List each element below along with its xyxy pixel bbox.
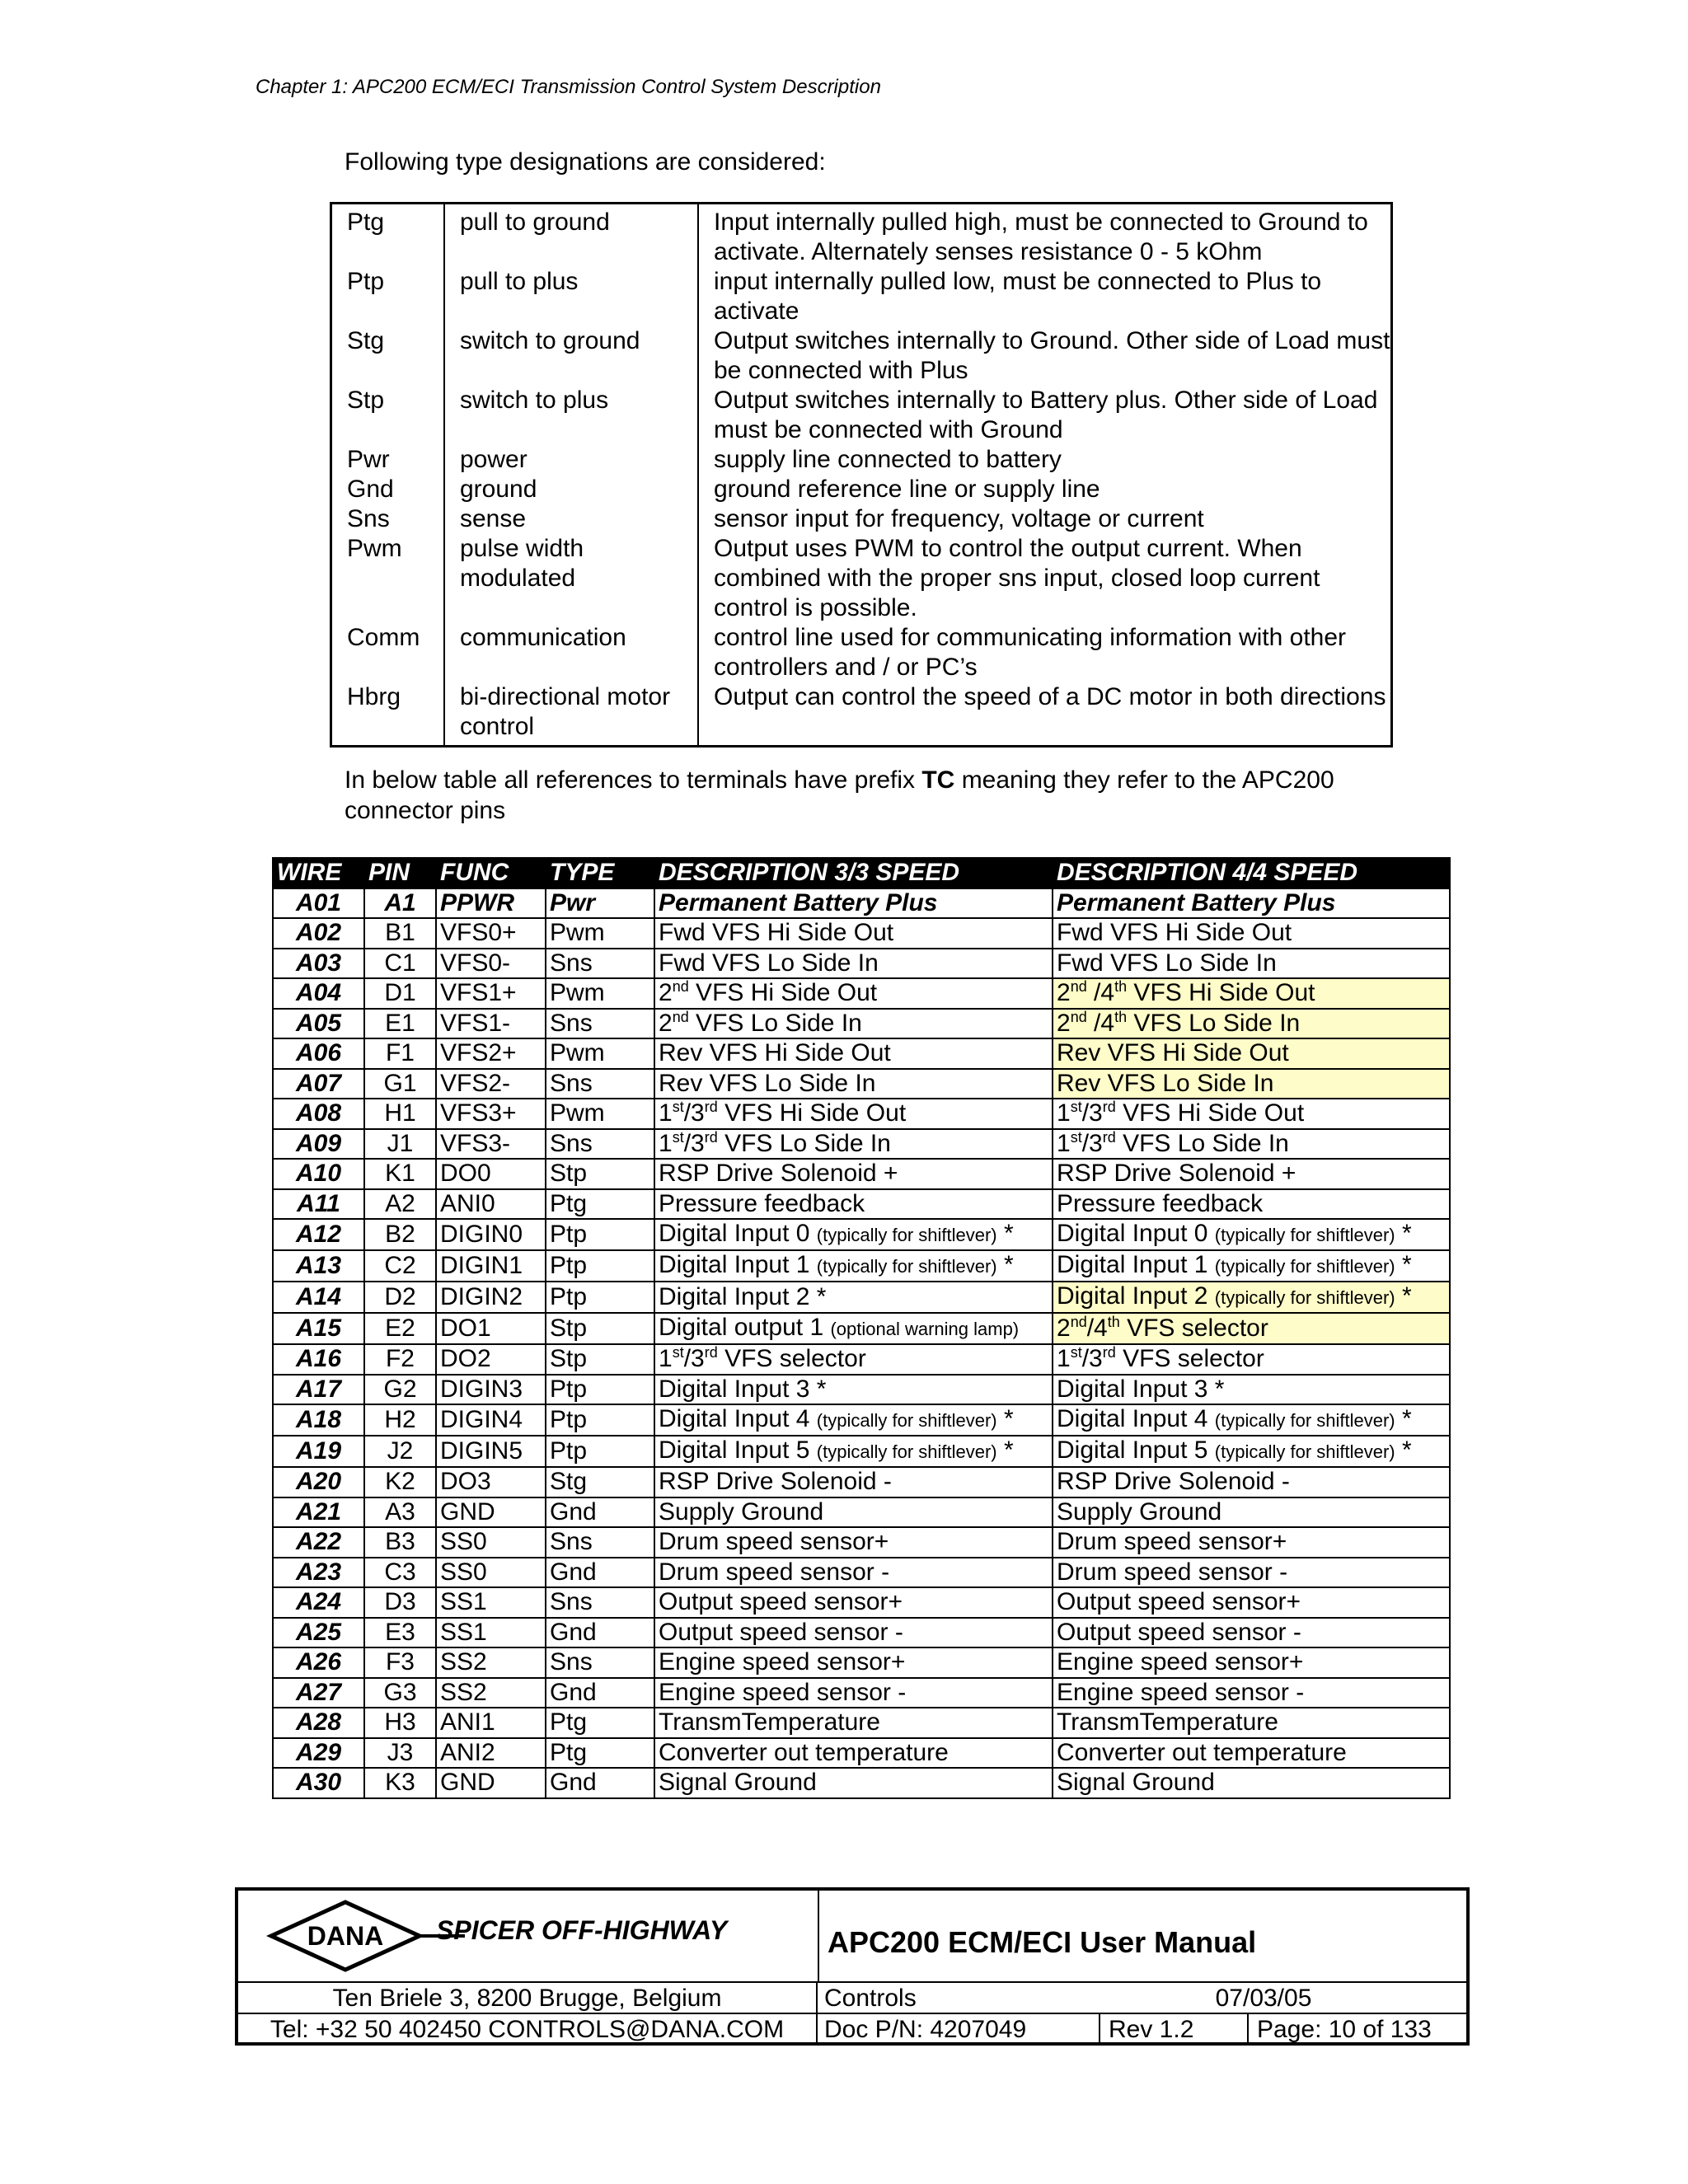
desc-4-speed-cell: Fwd VFS Lo Side In: [1053, 949, 1450, 979]
pin-cell: D3: [364, 1587, 436, 1618]
type-cell: Pwr: [546, 888, 654, 919]
wire-cell: A06: [273, 1038, 364, 1069]
func-cell: DO3: [436, 1467, 546, 1497]
desc-4-speed-cell: Digital Input 0 (typically for shiftlever) *: [1053, 1219, 1450, 1250]
type-name: switch to plus: [444, 386, 698, 445]
wire-cell: A12: [273, 1219, 364, 1250]
wire-cell: A07: [273, 1069, 364, 1099]
pin-row: [273, 888, 1450, 919]
func-cell: ANI0: [436, 1189, 546, 1220]
type-code: Stp: [331, 386, 445, 445]
pin-table-header: [273, 858, 1450, 888]
func-cell: DIGIN1: [436, 1250, 546, 1282]
func-cell: DIGIN2: [436, 1282, 546, 1313]
pin-row: [273, 978, 1450, 1009]
pin-cell: K1: [364, 1159, 436, 1189]
desc-4-speed-cell: Rev VFS Hi Side Out: [1053, 1038, 1450, 1069]
desc-4-speed-cell: 2nd/4th VFS selector: [1053, 1313, 1450, 1344]
func-cell: DIGIN5: [436, 1436, 546, 1467]
func-cell: ANI1: [436, 1708, 546, 1738]
type-cell: Ptp: [546, 1436, 654, 1467]
address: Ten Briele 3, 8200 Brugge, Belgium: [238, 1983, 818, 2014]
pin-row: [273, 1159, 1450, 1189]
type-cell: Pwm: [546, 1099, 654, 1129]
func-cell: SS0: [436, 1527, 546, 1558]
desc-4-speed-cell: Signal Ground: [1053, 1768, 1450, 1798]
desc-4-speed-cell: Supply Ground: [1053, 1497, 1450, 1528]
type-desc: control line used for communicating information with other controllers and / or PC’s: [714, 624, 1347, 681]
desc-3-speed-cell: Output speed sensor -: [654, 1618, 1053, 1648]
func-cell: SS2: [436, 1647, 546, 1678]
type-row: [331, 326, 1392, 386]
wire-cell: A24: [273, 1587, 364, 1618]
desc-4-speed-cell: Digital Input 3 *: [1053, 1375, 1450, 1405]
pin-row: [273, 1768, 1450, 1798]
func-cell: DO2: [436, 1344, 546, 1375]
type-cell: Ptg: [546, 1738, 654, 1769]
wire-cell: A13: [273, 1250, 364, 1282]
type-name: pull to ground: [444, 204, 698, 268]
func-cell: DIGIN0: [436, 1219, 546, 1250]
desc-4-speed-cell: Pressure feedback: [1053, 1189, 1450, 1220]
type-desc: Output can control the speed of a DC motor in both directions: [714, 683, 1386, 710]
type-name: power: [444, 445, 698, 475]
desc-3-speed-cell: 1st/3rd VFS Lo Side In: [654, 1129, 1053, 1160]
type-name: communication: [444, 623, 698, 682]
func-cell: DO1: [436, 1313, 546, 1344]
pin-cell: G2: [364, 1375, 436, 1405]
type-cell: Ptp: [546, 1404, 654, 1436]
type-code: Pwr: [331, 445, 445, 475]
pin-row: [273, 1038, 1450, 1069]
wire-cell: A08: [273, 1099, 364, 1129]
func-cell: ANI2: [436, 1738, 546, 1769]
wire-cell: A11: [273, 1189, 364, 1220]
footer-row-2: [238, 2013, 1466, 2046]
pin-table-header-cell: DESCRIPTION 4/4 SPEED: [1053, 858, 1450, 888]
type-cell: Ptg: [546, 1189, 654, 1220]
wire-cell: A18: [273, 1404, 364, 1436]
type-cell: Stp: [546, 1159, 654, 1189]
pin-row: [273, 918, 1450, 949]
desc-3-speed-cell: 1st/3rd VFS Hi Side Out: [654, 1099, 1053, 1129]
pin-cell: K3: [364, 1768, 436, 1798]
type-code: Gnd: [331, 475, 445, 504]
desc-3-speed-cell: Supply Ground: [654, 1497, 1053, 1528]
wire-cell: A27: [273, 1678, 364, 1708]
type-code: Stg: [331, 326, 445, 386]
pin-cell: G3: [364, 1678, 436, 1708]
desc-3-speed-cell: 2nd VFS Lo Side In: [654, 1009, 1053, 1039]
desc-4-speed-cell: TransmTemperature: [1053, 1708, 1450, 1738]
pin-table-header-cell: PIN: [364, 858, 436, 888]
func-cell: DIGIN3: [436, 1375, 546, 1405]
pin-row: [273, 1344, 1450, 1375]
wire-cell: A16: [273, 1344, 364, 1375]
note-bold: TC: [921, 766, 955, 794]
chapter-header: Chapter 1: APC200 ECM/ECI Transmission Control System Description: [256, 76, 881, 98]
wire-cell: A20: [273, 1467, 364, 1497]
desc-3-speed-cell: Digital Input 3 *: [654, 1375, 1053, 1405]
desc-3-speed-cell: Permanent Battery Plus: [654, 888, 1053, 919]
type-name: pulse width modulated: [444, 534, 698, 623]
type-desc: Output switches internally to Battery plus. Other side of Load must be connected with Ground: [714, 387, 1378, 443]
type-cell: Stp: [546, 1344, 654, 1375]
pin-cell: G1: [364, 1069, 436, 1099]
type-cell: Pwm: [546, 1038, 654, 1069]
pin-cell: J3: [364, 1738, 436, 1769]
pin-cell: A1: [364, 888, 436, 919]
pin-cell: E2: [364, 1313, 436, 1344]
desc-3-speed-cell: TransmTemperature: [654, 1708, 1053, 1738]
desc-4-speed-cell: Digital Input 1 (typically for shiftlever) *: [1053, 1250, 1450, 1282]
desc-3-speed-cell: RSP Drive Solenoid +: [654, 1159, 1053, 1189]
type-cell: Stp: [546, 1313, 654, 1344]
pin-row: [273, 1219, 1450, 1250]
desc-3-speed-cell: RSP Drive Solenoid -: [654, 1467, 1053, 1497]
type-cell: Sns: [546, 1009, 654, 1039]
desc-4-speed-cell: 2nd /4th VFS Hi Side Out: [1053, 978, 1450, 1009]
func-cell: GND: [436, 1768, 546, 1798]
type-row: [331, 267, 1392, 326]
desc-4-speed-cell: 1st/3rd VFS Hi Side Out: [1053, 1099, 1450, 1129]
desc-4-speed-cell: Digital Input 5 (typically for shiftlever) *: [1053, 1436, 1450, 1467]
pin-row: [273, 1647, 1450, 1678]
pin-row: [273, 1467, 1450, 1497]
pin-row: [273, 1708, 1450, 1738]
func-cell: VFS1-: [436, 1009, 546, 1039]
type-code: Hbrg: [331, 682, 445, 747]
desc-4-speed-cell: 1st/3rd VFS Lo Side In: [1053, 1129, 1450, 1160]
func-cell: SS2: [436, 1678, 546, 1708]
type-desc: Output switches internally to Ground. Other side of Load must be connected with Plus: [714, 327, 1390, 384]
func-cell: VFS1+: [436, 978, 546, 1009]
wire-cell: A10: [273, 1159, 364, 1189]
section: Controls: [824, 1985, 917, 2012]
type-designation-table: [330, 202, 1393, 748]
logo-word: DANA: [307, 1921, 384, 1951]
contact: Tel: +32 50 402450 CONTROLS@DANA.COM: [238, 2014, 818, 2046]
desc-3-speed-cell: Signal Ground: [654, 1768, 1053, 1798]
desc-4-speed-cell: Drum speed sensor+: [1053, 1527, 1450, 1558]
pin-cell: A2: [364, 1189, 436, 1220]
desc-4-speed-cell: Digital Input 2 (typically for shiftlever) *: [1053, 1282, 1450, 1313]
pin-row: [273, 1009, 1450, 1039]
pin-row: [273, 1099, 1450, 1129]
func-cell: PPWR: [436, 888, 546, 919]
pin-row: [273, 1558, 1450, 1588]
desc-4-speed-cell: 1st/3rd VFS selector: [1053, 1344, 1450, 1375]
type-cell: Sns: [546, 1129, 654, 1160]
type-row: [331, 623, 1392, 682]
wire-cell: A14: [273, 1282, 364, 1313]
type-cell: Sns: [546, 949, 654, 979]
company-logo: [238, 1891, 819, 1981]
logo-text: SPICER OFF-HIGHWAY: [436, 1915, 728, 1945]
desc-3-speed-cell: Digital Input 0 (typically for shiftlever) *: [654, 1219, 1053, 1250]
func-cell: DIGIN4: [436, 1404, 546, 1436]
type-desc: sensor input for frequency, voltage or current: [714, 505, 1204, 532]
pin-row: [273, 1587, 1450, 1618]
type-cell: Gnd: [546, 1768, 654, 1798]
pin-cell: B2: [364, 1219, 436, 1250]
desc-4-speed-cell: Output speed sensor+: [1053, 1587, 1450, 1618]
desc-3-speed-cell: 1st/3rd VFS selector: [654, 1344, 1053, 1375]
desc-4-speed-cell: Permanent Battery Plus: [1053, 888, 1450, 919]
doc-number: Doc P/N: 4207049: [824, 2014, 1100, 2046]
type-code: Sns: [331, 504, 445, 534]
pin-cell: H1: [364, 1099, 436, 1129]
func-cell: VFS2-: [436, 1069, 546, 1099]
desc-4-speed-cell: Drum speed sensor -: [1053, 1558, 1450, 1588]
type-cell: Ptp: [546, 1219, 654, 1250]
type-cell: Gnd: [546, 1497, 654, 1528]
pin-cell: B1: [364, 918, 436, 949]
desc-3-speed-cell: Fwd VFS Hi Side Out: [654, 918, 1053, 949]
pin-cell: C3: [364, 1558, 436, 1588]
wire-cell: A09: [273, 1129, 364, 1160]
pin-row: [273, 1375, 1450, 1405]
type-row: [331, 682, 1392, 747]
pin-cell: H2: [364, 1404, 436, 1436]
pin-row: [273, 1497, 1450, 1528]
func-cell: VFS0+: [436, 918, 546, 949]
wire-cell: A05: [273, 1009, 364, 1039]
type-name: sense: [444, 504, 698, 534]
type-cell: Pwm: [546, 918, 654, 949]
desc-3-speed-cell: Output speed sensor+: [654, 1587, 1053, 1618]
wire-cell: A28: [273, 1708, 364, 1738]
intro-text: Following type designations are considered:: [345, 148, 826, 176]
pin-row: [273, 1189, 1450, 1220]
footer-row-1: [238, 1981, 1466, 2014]
type-cell: Sns: [546, 1069, 654, 1099]
pin-row: [273, 1250, 1450, 1282]
type-code: Ptp: [331, 267, 445, 326]
desc-3-speed-cell: 2nd VFS Hi Side Out: [654, 978, 1053, 1009]
type-cell: Ptp: [546, 1282, 654, 1313]
desc-3-speed-cell: Converter out temperature: [654, 1738, 1053, 1769]
note-before: In below table all references to terminals have prefix: [345, 766, 922, 794]
wire-cell: A17: [273, 1375, 364, 1405]
pin-cell: K2: [364, 1467, 436, 1497]
pin-row: [273, 1069, 1450, 1099]
pin-row: [273, 1129, 1450, 1160]
desc-3-speed-cell: Digital Input 1 (typically for shiftlever) *: [654, 1250, 1053, 1282]
date: 07/03/05: [1215, 1985, 1312, 2012]
wire-cell: A19: [273, 1436, 364, 1467]
pin-row: [273, 1678, 1450, 1708]
wire-cell: A21: [273, 1497, 364, 1528]
pin-cell: E3: [364, 1618, 436, 1648]
manual-title: APC200 ECM/ECI User Manual: [828, 1925, 1257, 1959]
func-cell: GND: [436, 1497, 546, 1528]
pin-table-header-cell: DESCRIPTION 3/3 SPEED: [654, 858, 1053, 888]
pin-cell: F2: [364, 1344, 436, 1375]
func-cell: VFS2+: [436, 1038, 546, 1069]
desc-3-speed-cell: Drum speed sensor+: [654, 1527, 1053, 1558]
func-cell: VFS3+: [436, 1099, 546, 1129]
desc-4-speed-cell: 2nd /4th VFS Lo Side In: [1053, 1009, 1450, 1039]
wire-cell: A01: [273, 888, 364, 919]
pin-row: [273, 1313, 1450, 1344]
terminal-note: [345, 765, 1416, 826]
wire-cell: A22: [273, 1527, 364, 1558]
func-cell: SS1: [436, 1618, 546, 1648]
desc-4-speed-cell: RSP Drive Solenoid +: [1053, 1159, 1450, 1189]
page-number: Page: 10 of 133: [1257, 2016, 1432, 2043]
desc-3-speed-cell: Digital output 1 (optional warning lamp): [654, 1313, 1053, 1344]
wire-cell: A04: [273, 978, 364, 1009]
pin-table-header-cell: FUNC: [436, 858, 546, 888]
type-row: [331, 386, 1392, 445]
type-code: Comm: [331, 623, 445, 682]
pin-row: [273, 1618, 1450, 1648]
type-name: pull to plus: [444, 267, 698, 326]
pin-cell: J2: [364, 1436, 436, 1467]
pin-cell: F1: [364, 1038, 436, 1069]
type-desc: input internally pulled low, must be connected to Plus to activate: [714, 268, 1322, 325]
wire-cell: A23: [273, 1558, 364, 1588]
desc-4-speed-cell: Fwd VFS Hi Side Out: [1053, 918, 1450, 949]
desc-4-speed-cell: RSP Drive Solenoid -: [1053, 1467, 1450, 1497]
type-row: [331, 475, 1392, 504]
type-code: Pwm: [331, 534, 445, 623]
type-cell: Gnd: [546, 1558, 654, 1588]
type-name: bi-directional motor control: [444, 682, 698, 747]
pin-cell: A3: [364, 1497, 436, 1528]
type-name: ground: [444, 475, 698, 504]
pin-cell: H3: [364, 1708, 436, 1738]
wire-cell: A30: [273, 1768, 364, 1798]
pin-cell: C1: [364, 949, 436, 979]
type-cell: Gnd: [546, 1678, 654, 1708]
desc-3-speed-cell: Engine speed sensor -: [654, 1678, 1053, 1708]
type-cell: Ptp: [546, 1375, 654, 1405]
desc-3-speed-cell: Digital Input 4 (typically for shiftlever) *: [654, 1404, 1053, 1436]
type-cell: Sns: [546, 1527, 654, 1558]
pin-row: [273, 1282, 1450, 1313]
pin-row: [273, 1404, 1450, 1436]
pin-table: [272, 857, 1451, 1799]
type-row: [331, 445, 1392, 475]
revision: Rev 1.2: [1109, 2014, 1249, 2046]
type-desc: supply line connected to battery: [714, 446, 1062, 473]
func-cell: DO0: [436, 1159, 546, 1189]
type-name: switch to ground: [444, 326, 698, 386]
type-cell: Stg: [546, 1467, 654, 1497]
pin-cell: E1: [364, 1009, 436, 1039]
func-cell: SS0: [436, 1558, 546, 1588]
type-cell: Gnd: [546, 1618, 654, 1648]
desc-3-speed-cell: Rev VFS Lo Side In: [654, 1069, 1053, 1099]
desc-4-speed-cell: Engine speed sensor -: [1053, 1678, 1450, 1708]
type-row: [331, 504, 1392, 534]
type-row: [331, 204, 1392, 268]
pin-table-header-cell: TYPE: [546, 858, 654, 888]
desc-4-speed-cell: Output speed sensor -: [1053, 1618, 1450, 1648]
type-cell: Ptp: [546, 1250, 654, 1282]
type-row: [331, 534, 1392, 623]
desc-3-speed-cell: Drum speed sensor -: [654, 1558, 1053, 1588]
wire-cell: A26: [273, 1647, 364, 1678]
note-after: meaning they refer to the APC200 connector pins: [345, 766, 1334, 824]
desc-3-speed-cell: Digital Input 2 *: [654, 1282, 1053, 1313]
type-desc: Input internally pulled high, must be connected to Ground to activate. Alternately senses resistance 0 - 5 kOhm: [714, 209, 1368, 265]
type-cell: Sns: [546, 1587, 654, 1618]
desc-4-speed-cell: Engine speed sensor+: [1053, 1647, 1450, 1678]
pin-row: [273, 1527, 1450, 1558]
pin-cell: F3: [364, 1647, 436, 1678]
desc-3-speed-cell: Rev VFS Hi Side Out: [654, 1038, 1053, 1069]
wire-cell: A02: [273, 918, 364, 949]
footer: [235, 1887, 1470, 2046]
type-cell: Pwm: [546, 978, 654, 1009]
type-code: Ptg: [331, 204, 445, 268]
pin-cell: D1: [364, 978, 436, 1009]
desc-3-speed-cell: Pressure feedback: [654, 1189, 1053, 1220]
type-cell: Ptg: [546, 1708, 654, 1738]
desc-3-speed-cell: Engine speed sensor+: [654, 1647, 1053, 1678]
wire-cell: A15: [273, 1313, 364, 1344]
desc-4-speed-cell: Digital Input 4 (typically for shiftlever) *: [1053, 1404, 1450, 1436]
type-desc: ground reference line or supply line: [714, 476, 1100, 503]
pin-row: [273, 1738, 1450, 1769]
pin-row: [273, 949, 1450, 979]
desc-3-speed-cell: Digital Input 5 (typically for shiftlever) *: [654, 1436, 1053, 1467]
type-desc: Output uses PWM to control the output current. When combined with the proper sns input, closed loop current control is possible.: [714, 535, 1320, 621]
type-cell: Sns: [546, 1647, 654, 1678]
pin-cell: D2: [364, 1282, 436, 1313]
pin-cell: J1: [364, 1129, 436, 1160]
func-cell: SS1: [436, 1587, 546, 1618]
desc-4-speed-cell: Converter out temperature: [1053, 1738, 1450, 1769]
wire-cell: A29: [273, 1738, 364, 1769]
desc-3-speed-cell: Fwd VFS Lo Side In: [654, 949, 1053, 979]
pin-row: [273, 1436, 1450, 1467]
pin-table-header-cell: WIRE: [273, 858, 364, 888]
pin-cell: B3: [364, 1527, 436, 1558]
wire-cell: A03: [273, 949, 364, 979]
func-cell: VFS0-: [436, 949, 546, 979]
wire-cell: A25: [273, 1618, 364, 1648]
desc-4-speed-cell: Rev VFS Lo Side In: [1053, 1069, 1450, 1099]
pin-cell: C2: [364, 1250, 436, 1282]
func-cell: VFS3-: [436, 1129, 546, 1160]
